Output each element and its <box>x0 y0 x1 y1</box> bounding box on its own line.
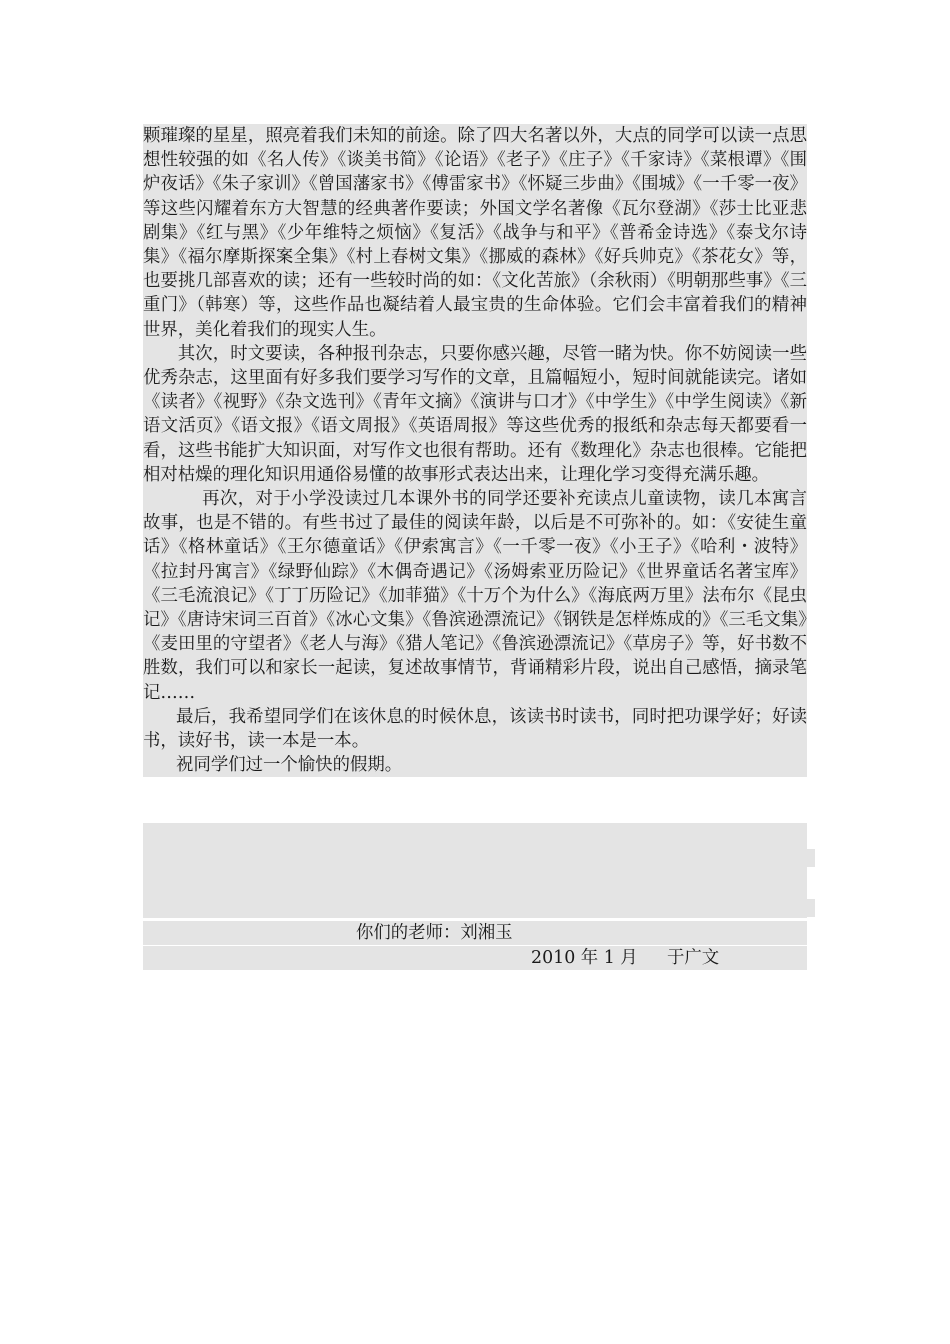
letter-body <box>143 124 807 777</box>
letter-place: 于广文 <box>667 948 720 968</box>
paragraph-childrens-books: 再次，对于小学没读过几本课外书的同学还要补充读点儿童读物，读几本寓言故事，也是不错的。有些书过了最佳的阅读年龄，以后是不可弥补的。如：《安徒生童话》《格林童话》《王尔德童话》《伊索寓言》《一千零一夜》《小王子》《哈利・波特》《拉封丹寓言》《绿野仙踪》《木偶奇遇记》《汤姆索亚历险记》《世界童话名著宝库》《三毛流浪记》《丁丁历险记》《加菲猫》《十万个为什么》《海底两万里》法布尔《昆虫记》《唐诗宋词三百首》《冰心文集》《鲁滨逊漂流记》《钢铁是怎样炼成的》《三毛文集》《麦田里的守望者》《老人与海》《猎人笔记》《鲁滨逊漂流记》《草房子》等，好书数不胜数，我们可以和家长一起读，复述故事情节，背诵精彩片段，说出自己感悟，摘录笔记…… <box>143 489 807 703</box>
shaded-band <box>143 849 815 867</box>
signature-row <box>143 921 807 945</box>
paragraph-classics: 颗璀璨的星星，照亮着我们未知的前途。除了四大名著以外，大点的同学可以读一点思想性较强的如《名人传》《谈美书简》《论语》《老子》《庄子》《千家诗》《菜根谭》《围炉夜话》《朱子家训》《曾国藩家书》《傅雷家书》《怀疑三步曲》《围城》《一千零一夜》等这些闪耀着东方大智慧的经典著作要读；外国文学名著像《瓦尔登湖》《莎士比亚悲剧集》《红与黑》《少年维特之烦恼》《复活》《战争与和平》《普希金诗选》《泰戈尔诗集》《福尔摩斯探案全集》《村上春树文集》《挪威的森林》《好兵帅克》《茶花女》等，也要挑几部喜欢的读；还有一些较时尚的如：《文化苦旅》（余秋雨）《明朝那些事》《三重门》（韩寒）等，这些作品也凝结着人最宝贵的生命体验。它们会丰富着我们的精神世界，美化着我们的现实人生。 <box>143 126 807 340</box>
shading-gap <box>807 867 815 873</box>
letter-date: 2010 年 1 月 <box>531 948 638 968</box>
paragraph-periodicals: 其次，时文要读，各种报刊杂志，只要你感兴趣，尽管一睹为快。你不妨阅读一些优秀杂志，这里面有好多我们要学习写作的文章，且篇幅短小，短时间就能读完。诸如《读者》《视野》《杂文选刊》《青年文摘》《演讲与口才》《中学生》《中学生阅读》《新语文活页》《语文报》《语文周报》《英语周报》等这些优秀的报纸和杂志每天都要看一看，这些书能扩大知识面，对写作文也很有帮助。还有《数理化》杂志也很棒。它能把相对枯燥的理化知识用通俗易懂的故事形式表达出来，让理化学习变得充满乐趣。 <box>143 343 807 485</box>
paragraph-wishes: 祝同学们过一个愉快的假期。 <box>176 755 403 776</box>
date-row <box>143 946 807 970</box>
paragraph-closing: 最后，我希望同学们在该休息的时候休息，该读书时读书，同时把功课学好；好读书，读好书，读一本是一本。 <box>143 706 807 752</box>
teacher-signature: 你们的老师：刘湘玉 <box>356 923 513 943</box>
shaded-band <box>143 899 815 917</box>
